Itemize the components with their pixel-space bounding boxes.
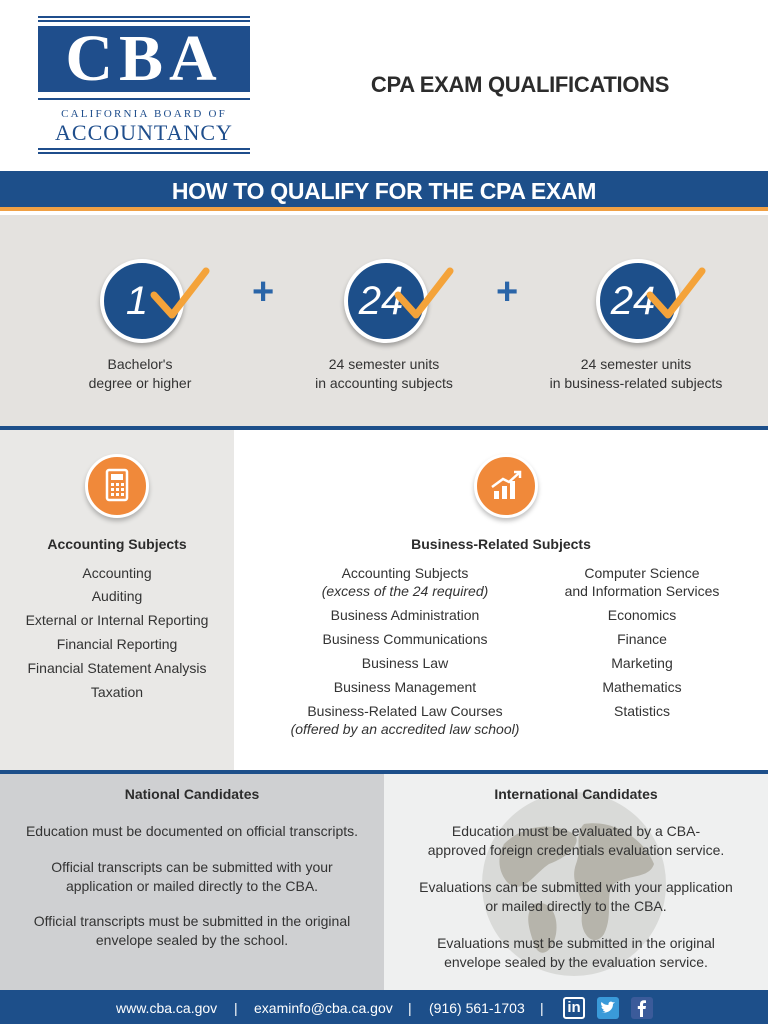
national-candidates-heading: National Candidates <box>124 786 260 802</box>
cba-logo[interactable] <box>38 16 250 156</box>
national-candidates-panel <box>0 774 384 990</box>
candidates-section <box>0 774 768 990</box>
logo-rule <box>38 98 250 100</box>
accounting-subjects-column <box>0 430 234 770</box>
international-candidates-heading: International Candidates <box>494 786 658 802</box>
list-item: Business-Related Law Courses (offered by an accredited law school) <box>290 703 520 737</box>
footer-separator: | <box>234 1000 238 1016</box>
list-item: Economics <box>607 607 677 623</box>
list-item: Business Administration <box>330 607 480 623</box>
list-item: Statistics <box>613 703 670 719</box>
national-paragraph: Official transcripts can be submitted with your application or mailed directly to the CBA. <box>51 859 333 894</box>
international-paragraph: Evaluations can be submitted with your application or mailed directly to the CBA. <box>419 879 733 914</box>
requirement-business-units <box>516 245 756 415</box>
facebook-icon[interactable] <box>631 997 653 1019</box>
logo-rule <box>38 16 250 18</box>
checkmark-icon <box>646 265 706 323</box>
national-paragraph: Official transcripts must be submitted in the original envelope sealed by the school. <box>33 913 351 948</box>
list-item: Accounting Subjects (excess of the 24 required) <box>321 565 489 599</box>
linkedin-icon[interactable]: in <box>563 997 585 1019</box>
list-item: Taxation <box>90 684 144 700</box>
list-item: Business Communications <box>322 631 488 647</box>
requirement-degree <box>20 245 260 415</box>
logo-letters: CBA <box>38 26 250 92</box>
international-paragraph: Evaluations must be submitted in the original envelope sealed by the evaluation service. <box>437 935 715 970</box>
requirement-label: 24 semester units in accounting subjects <box>315 356 453 391</box>
requirement-number-badge: 1 <box>100 259 184 343</box>
list-item: Auditing <box>91 588 143 604</box>
list-item: Finance <box>617 631 667 647</box>
international-paragraph: Education must be evaluated by a CBA- approved foreign credentials evaluation service. <box>427 823 725 858</box>
requirements-section <box>0 215 768 426</box>
logo-subtitle-line2: ACCOUNTANCY <box>55 120 233 145</box>
requirement-label: Bachelor's degree or higher <box>88 356 192 391</box>
twitter-icon[interactable] <box>597 997 619 1019</box>
page-title: CPA EXAM QUALIFICATIONS <box>370 72 670 97</box>
phone-number[interactable]: (916) 561-1703 <box>429 1000 525 1016</box>
list-item: External or Internal Reporting <box>25 612 209 628</box>
footer-separator: | <box>408 1000 412 1016</box>
accounting-subjects-heading: Accounting Subjects <box>47 536 187 552</box>
growth-chart-icon <box>474 454 538 518</box>
logo-subtitle-line1: CALIFORNIA BOARD OF <box>61 108 227 120</box>
requirement-accounting-units <box>264 245 504 415</box>
list-item: Computer Science and Information Services <box>564 565 720 599</box>
business-subjects-heading: Business-Related Subjects <box>411 536 591 552</box>
list-item: Financial Statement Analysis <box>27 660 207 676</box>
requirement-label: 24 semester units in business-related subjects <box>549 356 723 391</box>
footer <box>0 990 768 1024</box>
international-candidates-panel <box>384 774 768 990</box>
national-paragraph: Education must be documented on official transcripts. <box>25 823 359 839</box>
list-item: Financial Reporting <box>56 636 178 652</box>
calculator-icon <box>85 454 149 518</box>
section-banner <box>0 171 768 211</box>
logo-rule <box>38 152 250 154</box>
checkmark-icon <box>150 265 210 323</box>
header <box>0 0 768 170</box>
list-item: Marketing <box>611 655 673 671</box>
banner-title: HOW TO QUALIFY FOR THE CPA EXAM <box>171 178 597 204</box>
list-item: Accounting <box>82 565 152 581</box>
logo-rule <box>38 148 250 150</box>
website-link[interactable]: www.cba.ca.gov <box>116 1000 218 1016</box>
requirement-number-badge: 24 <box>344 259 428 343</box>
email-link[interactable]: examinfo@cba.ca.gov <box>254 1000 393 1016</box>
requirement-number-badge: 24 <box>596 259 680 343</box>
list-item: Business Management <box>333 679 477 695</box>
checkmark-icon <box>394 265 454 323</box>
plus-sign: + <box>496 271 519 313</box>
footer-separator: | <box>540 1000 544 1016</box>
list-item: Mathematics <box>602 679 682 695</box>
plus-sign: + <box>252 271 275 313</box>
subjects-section <box>0 430 768 770</box>
list-item: Business Law <box>361 655 449 671</box>
